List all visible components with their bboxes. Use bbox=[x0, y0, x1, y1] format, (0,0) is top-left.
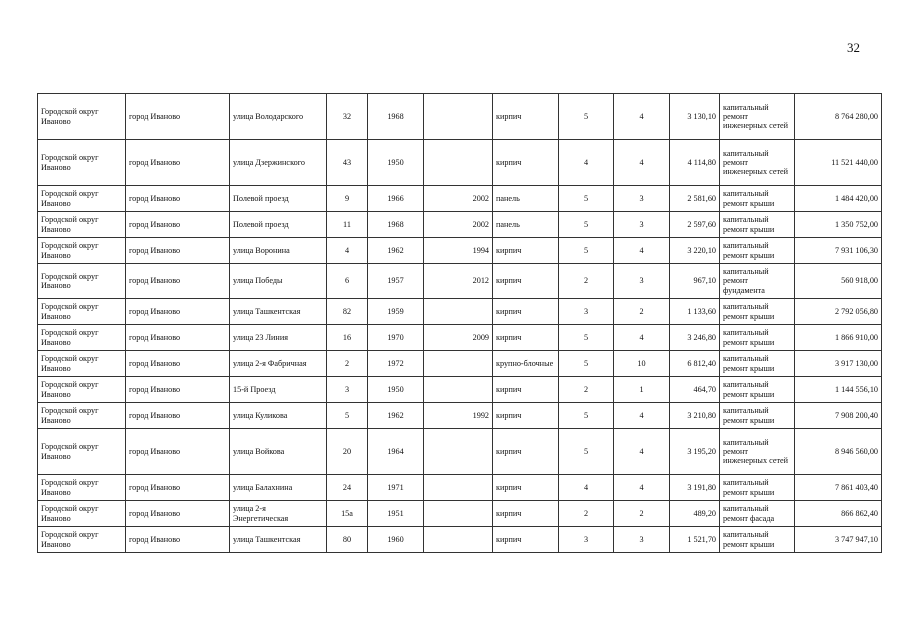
cell-city: город Иваново bbox=[126, 429, 230, 475]
cell-work-type: капитальный ремонт крыши bbox=[720, 186, 795, 212]
cell-year-built: 1962 bbox=[368, 403, 424, 429]
cell-work-type: капитальный ремонт крыши bbox=[720, 238, 795, 264]
table-row bbox=[38, 238, 882, 264]
cell-work-type: капитальный ремонт крыши bbox=[720, 377, 795, 403]
table-row bbox=[38, 325, 882, 351]
cell-house-number: 2 bbox=[327, 351, 368, 377]
cell-street: улица Володарского bbox=[230, 94, 327, 140]
cell-cost: 1 866 910,00 bbox=[795, 325, 882, 351]
cell-work-type: капитальный ремонт крыши bbox=[720, 527, 795, 553]
cell-city: город Иваново bbox=[126, 475, 230, 501]
cell-city: город Иваново bbox=[126, 140, 230, 186]
cell-work-type: капитальный ремонт крыши bbox=[720, 351, 795, 377]
cell-wall-material: кирпич bbox=[493, 475, 559, 501]
cell-city: город Иваново bbox=[126, 351, 230, 377]
cell-entrances: 4 bbox=[614, 403, 670, 429]
cell-year-repair: 2002 bbox=[424, 212, 493, 238]
cell-wall-material: кирпич bbox=[493, 264, 559, 299]
cell-floors: 5 bbox=[559, 429, 614, 475]
cell-year-built: 1968 bbox=[368, 94, 424, 140]
cell-wall-material: кирпич bbox=[493, 527, 559, 553]
cell-floors: 2 bbox=[559, 377, 614, 403]
cell-okrug: Городской округ Иваново bbox=[38, 140, 126, 186]
cell-okrug: Городской округ Иваново bbox=[38, 264, 126, 299]
cell-wall-material: кирпич bbox=[493, 429, 559, 475]
cell-city: город Иваново bbox=[126, 264, 230, 299]
cell-entrances: 3 bbox=[614, 186, 670, 212]
cell-city: город Иваново bbox=[126, 299, 230, 325]
cell-cost: 8 946 560,00 bbox=[795, 429, 882, 475]
cell-cost: 560 918,00 bbox=[795, 264, 882, 299]
cell-street: улица 2-я Энергетическая bbox=[230, 501, 327, 527]
cell-wall-material: кирпич bbox=[493, 299, 559, 325]
table-body bbox=[38, 94, 882, 553]
cell-cost: 2 792 056,80 bbox=[795, 299, 882, 325]
cell-year-repair bbox=[424, 377, 493, 403]
cell-year-repair bbox=[424, 527, 493, 553]
cell-okrug: Городской округ Иваново bbox=[38, 212, 126, 238]
cell-work-type: капитальный ремонт фундамента bbox=[720, 264, 795, 299]
table-row bbox=[38, 186, 882, 212]
cell-area: 1 521,70 bbox=[670, 527, 720, 553]
cell-area: 3 195,20 bbox=[670, 429, 720, 475]
cell-entrances: 3 bbox=[614, 212, 670, 238]
cell-okrug: Городской округ Иваново bbox=[38, 403, 126, 429]
cell-street: 15-й Проезд bbox=[230, 377, 327, 403]
cell-entrances: 4 bbox=[614, 94, 670, 140]
cell-okrug: Городской округ Иваново bbox=[38, 429, 126, 475]
cell-floors: 5 bbox=[559, 403, 614, 429]
table-row bbox=[38, 429, 882, 475]
cell-house-number: 24 bbox=[327, 475, 368, 501]
cell-wall-material: кирпич bbox=[493, 140, 559, 186]
cell-year-built: 1951 bbox=[368, 501, 424, 527]
cell-house-number: 3 bbox=[327, 377, 368, 403]
cell-wall-material: панель bbox=[493, 186, 559, 212]
cell-street: улица 23 Линия bbox=[230, 325, 327, 351]
cell-work-type: капитальный ремонт инженерных сетей bbox=[720, 94, 795, 140]
cell-street: улица 2-я Фабричная bbox=[230, 351, 327, 377]
cell-city: город Иваново bbox=[126, 325, 230, 351]
cell-area: 4 114,80 bbox=[670, 140, 720, 186]
cell-area: 3 246,80 bbox=[670, 325, 720, 351]
cell-okrug: Городской округ Иваново bbox=[38, 94, 126, 140]
cell-floors: 5 bbox=[559, 94, 614, 140]
cell-area: 3 191,80 bbox=[670, 475, 720, 501]
cell-wall-material: кирпич bbox=[493, 238, 559, 264]
cell-okrug: Городской округ Иваново bbox=[38, 325, 126, 351]
cell-work-type: капитальный ремонт инженерных сетей bbox=[720, 140, 795, 186]
cell-cost: 1 144 556,10 bbox=[795, 377, 882, 403]
cell-okrug: Городской округ Иваново bbox=[38, 238, 126, 264]
cell-work-type: капитальный ремонт инженерных сетей bbox=[720, 429, 795, 475]
cell-year-repair: 2009 bbox=[424, 325, 493, 351]
cell-city: город Иваново bbox=[126, 94, 230, 140]
table-row bbox=[38, 212, 882, 238]
cell-okrug: Городской округ Иваново bbox=[38, 501, 126, 527]
cell-floors: 4 bbox=[559, 140, 614, 186]
cell-house-number: 11 bbox=[327, 212, 368, 238]
cell-area: 1 133,60 bbox=[670, 299, 720, 325]
cell-house-number: 43 bbox=[327, 140, 368, 186]
cell-wall-material: кирпич bbox=[493, 377, 559, 403]
cell-floors: 5 bbox=[559, 212, 614, 238]
cell-floors: 3 bbox=[559, 299, 614, 325]
cell-wall-material: кирпич bbox=[493, 325, 559, 351]
cell-year-built: 1968 bbox=[368, 212, 424, 238]
cell-year-built: 1960 bbox=[368, 527, 424, 553]
cell-year-built: 1966 bbox=[368, 186, 424, 212]
cell-year-repair bbox=[424, 429, 493, 475]
cell-entrances: 4 bbox=[614, 238, 670, 264]
cell-cost: 11 521 440,00 bbox=[795, 140, 882, 186]
cell-floors: 5 bbox=[559, 325, 614, 351]
cell-cost: 7 931 106,30 bbox=[795, 238, 882, 264]
cell-year-repair bbox=[424, 351, 493, 377]
cell-cost: 3 747 947,10 bbox=[795, 527, 882, 553]
cell-wall-material: панель bbox=[493, 212, 559, 238]
cell-cost: 1 484 420,00 bbox=[795, 186, 882, 212]
cell-work-type: капитальный ремонт крыши bbox=[720, 403, 795, 429]
cell-okrug: Городской округ Иваново bbox=[38, 475, 126, 501]
page-number: 32 bbox=[847, 40, 860, 55]
cell-area: 464,70 bbox=[670, 377, 720, 403]
cell-street: улица Куликова bbox=[230, 403, 327, 429]
cell-year-built: 1964 bbox=[368, 429, 424, 475]
cell-year-repair: 1994 bbox=[424, 238, 493, 264]
table-row bbox=[38, 264, 882, 299]
cell-area: 489,20 bbox=[670, 501, 720, 527]
cell-year-built: 1950 bbox=[368, 140, 424, 186]
cell-year-repair bbox=[424, 501, 493, 527]
table-row bbox=[38, 501, 882, 527]
cell-cost: 8 764 280,00 bbox=[795, 94, 882, 140]
cell-floors: 5 bbox=[559, 351, 614, 377]
cell-year-repair bbox=[424, 299, 493, 325]
cell-year-repair: 1992 bbox=[424, 403, 493, 429]
table-row bbox=[38, 377, 882, 403]
cell-okrug: Городской округ Иваново bbox=[38, 377, 126, 403]
table-row bbox=[38, 527, 882, 553]
cell-floors: 3 bbox=[559, 527, 614, 553]
cell-work-type: капитальный ремонт крыши bbox=[720, 299, 795, 325]
table-row bbox=[38, 403, 882, 429]
cell-house-number: 32 bbox=[327, 94, 368, 140]
cell-house-number: 15а bbox=[327, 501, 368, 527]
cell-year-built: 1959 bbox=[368, 299, 424, 325]
cell-entrances: 4 bbox=[614, 325, 670, 351]
cell-city: город Иваново bbox=[126, 186, 230, 212]
cell-year-built: 1971 bbox=[368, 475, 424, 501]
cell-entrances: 1 bbox=[614, 377, 670, 403]
cell-work-type: капитальный ремонт крыши bbox=[720, 475, 795, 501]
cell-floors: 2 bbox=[559, 264, 614, 299]
cell-year-built: 1962 bbox=[368, 238, 424, 264]
cell-wall-material: кирпич bbox=[493, 501, 559, 527]
cell-house-number: 80 bbox=[327, 527, 368, 553]
cell-wall-material: крупно-блочные bbox=[493, 351, 559, 377]
cell-wall-material: кирпич bbox=[493, 403, 559, 429]
cell-city: город Иваново bbox=[126, 377, 230, 403]
housing-repair-table bbox=[37, 93, 882, 553]
cell-area: 6 812,40 bbox=[670, 351, 720, 377]
table-row bbox=[38, 299, 882, 325]
cell-cost: 1 350 752,00 bbox=[795, 212, 882, 238]
cell-street: улица Победы bbox=[230, 264, 327, 299]
cell-floors: 2 bbox=[559, 501, 614, 527]
cell-work-type: капитальный ремонт фасада bbox=[720, 501, 795, 527]
cell-okrug: Городской округ Иваново bbox=[38, 527, 126, 553]
cell-floors: 5 bbox=[559, 238, 614, 264]
cell-floors: 4 bbox=[559, 475, 614, 501]
cell-city: город Иваново bbox=[126, 501, 230, 527]
cell-floors: 5 bbox=[559, 186, 614, 212]
cell-street: улица Воронина bbox=[230, 238, 327, 264]
cell-work-type: капитальный ремонт крыши bbox=[720, 325, 795, 351]
cell-year-repair: 2012 bbox=[424, 264, 493, 299]
cell-street: улица Дзержинского bbox=[230, 140, 327, 186]
table-row bbox=[38, 94, 882, 140]
cell-year-repair bbox=[424, 94, 493, 140]
cell-cost: 7 861 403,40 bbox=[795, 475, 882, 501]
cell-year-repair bbox=[424, 475, 493, 501]
cell-work-type: капитальный ремонт крыши bbox=[720, 212, 795, 238]
cell-okrug: Городской округ Иваново bbox=[38, 351, 126, 377]
table-row bbox=[38, 140, 882, 186]
cell-area: 3 220,10 bbox=[670, 238, 720, 264]
cell-cost: 7 908 200,40 bbox=[795, 403, 882, 429]
cell-year-built: 1972 bbox=[368, 351, 424, 377]
cell-wall-material: кирпич bbox=[493, 94, 559, 140]
cell-entrances: 3 bbox=[614, 264, 670, 299]
cell-entrances: 4 bbox=[614, 140, 670, 186]
cell-okrug: Городской округ Иваново bbox=[38, 186, 126, 212]
cell-city: город Иваново bbox=[126, 403, 230, 429]
cell-entrances: 3 bbox=[614, 527, 670, 553]
cell-entrances: 2 bbox=[614, 501, 670, 527]
cell-street: улица Балахнина bbox=[230, 475, 327, 501]
cell-house-number: 20 bbox=[327, 429, 368, 475]
cell-house-number: 9 bbox=[327, 186, 368, 212]
cell-city: город Иваново bbox=[126, 527, 230, 553]
cell-area: 3 130,10 bbox=[670, 94, 720, 140]
cell-street: улица Ташкентская bbox=[230, 299, 327, 325]
table-row bbox=[38, 475, 882, 501]
cell-house-number: 16 bbox=[327, 325, 368, 351]
cell-street: улица Войкова bbox=[230, 429, 327, 475]
cell-cost: 3 917 130,00 bbox=[795, 351, 882, 377]
cell-cost: 866 862,40 bbox=[795, 501, 882, 527]
cell-area: 3 210,80 bbox=[670, 403, 720, 429]
cell-area: 2 581,60 bbox=[670, 186, 720, 212]
cell-year-built: 1970 bbox=[368, 325, 424, 351]
cell-house-number: 5 bbox=[327, 403, 368, 429]
cell-entrances: 2 bbox=[614, 299, 670, 325]
cell-year-repair bbox=[424, 140, 493, 186]
cell-house-number: 6 bbox=[327, 264, 368, 299]
cell-house-number: 4 bbox=[327, 238, 368, 264]
cell-street: Полевой проезд bbox=[230, 212, 327, 238]
cell-year-repair: 2002 bbox=[424, 186, 493, 212]
cell-entrances: 4 bbox=[614, 429, 670, 475]
cell-year-built: 1957 bbox=[368, 264, 424, 299]
cell-year-built: 1950 bbox=[368, 377, 424, 403]
cell-area: 2 597,60 bbox=[670, 212, 720, 238]
cell-entrances: 4 bbox=[614, 475, 670, 501]
cell-street: улица Ташкентская bbox=[230, 527, 327, 553]
cell-street: Полевой проезд bbox=[230, 186, 327, 212]
cell-city: город Иваново bbox=[126, 212, 230, 238]
cell-okrug: Городской округ Иваново bbox=[38, 299, 126, 325]
cell-house-number: 82 bbox=[327, 299, 368, 325]
cell-entrances: 10 bbox=[614, 351, 670, 377]
table-row bbox=[38, 351, 882, 377]
cell-area: 967,10 bbox=[670, 264, 720, 299]
cell-city: город Иваново bbox=[126, 238, 230, 264]
